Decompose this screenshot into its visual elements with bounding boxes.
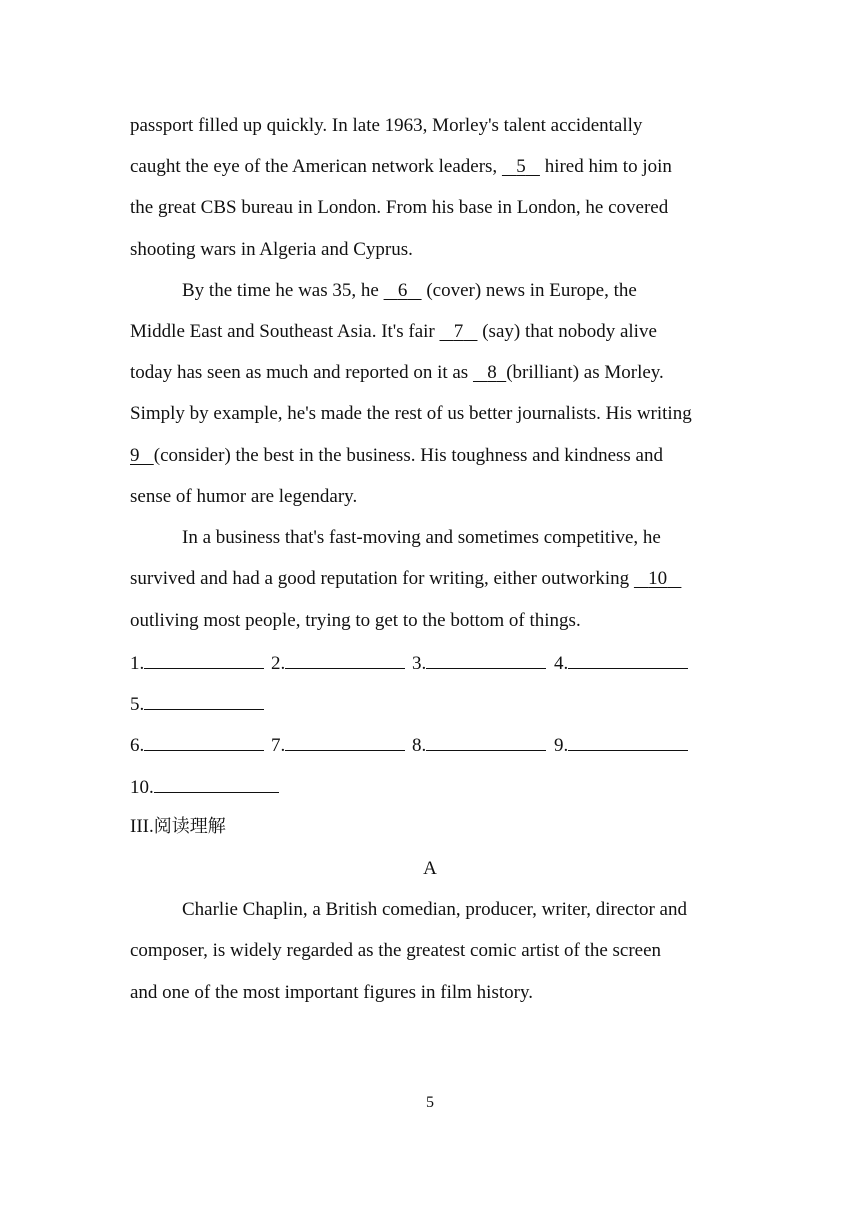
passage-line2: composer, is widely regarded as the greatest comic artist of the screen (130, 940, 662, 961)
blank-10: 10 (648, 568, 668, 589)
answer-7[interactable]: 7. (271, 732, 405, 758)
paragraph3-line1: In a business that's fast-moving and sometimes competitive, he (182, 527, 661, 548)
section-heading: III.阅读理解 (130, 816, 226, 837)
answer-4[interactable]: 4. (554, 650, 688, 676)
passage-letter: A (423, 858, 437, 879)
paragraph2-line2: Middle East and Southeast Asia. It's fair 7 (say) that nobody alive (130, 321, 657, 342)
paragraph1-line4: shooting wars in Algeria and Cyprus. (130, 239, 413, 260)
answer-9[interactable]: 9. (554, 732, 688, 758)
answer-5[interactable]: 5. (130, 691, 264, 717)
answer-10[interactable]: 10. (130, 774, 279, 800)
blank-8: 8 (487, 362, 497, 383)
blank-6: 6 (397, 280, 408, 301)
paragraph2-line3: today has seen as much and reported on it as 8 (brilliant) as Morley. (130, 362, 664, 383)
passage-line1: Charlie Chaplin, a British comedian, producer, writer, director and (182, 899, 687, 920)
paragraph2-line4: Simply by example, he's made the rest of us better journalists. His writing (130, 403, 692, 424)
paragraph1-line3: the great CBS bureau in London. From his base in London, he covered (130, 197, 669, 218)
answer-6[interactable]: 6. (130, 732, 264, 758)
paragraph2-line6: sense of humor are legendary. (130, 486, 358, 507)
page-number: 5 (426, 1094, 434, 1111)
passage-line3: and one of the most important figures in film history. (130, 982, 533, 1003)
paragraph3-line2: survived and had a good reputation for writing, either outworking 10 (130, 567, 681, 591)
paragraph1-line2: caught the eye of the American network leaders, 5 hired him to join (130, 156, 672, 177)
paragraph3-line3: outliving most people, trying to get to the bottom of things. (130, 610, 581, 631)
paragraph1-line1: passport filled up quickly. In late 1963, Morley's talent accidentally (130, 115, 643, 136)
blank-5: 5 (516, 156, 526, 177)
answer-8[interactable]: 8. (412, 732, 546, 758)
paragraph2-line5: 9 (consider) the best in the business. His toughness and kindness and (130, 445, 663, 466)
paragraph2-line1: By the time he was 35, he 6 (cover) news in Europe, the (182, 280, 637, 301)
answer-1[interactable]: 1. (130, 650, 264, 676)
blank-9: 9 (130, 445, 140, 466)
blank-7: 7 (453, 321, 464, 342)
answer-2[interactable]: 2. (271, 650, 405, 676)
answer-3[interactable]: 3. (412, 650, 546, 676)
